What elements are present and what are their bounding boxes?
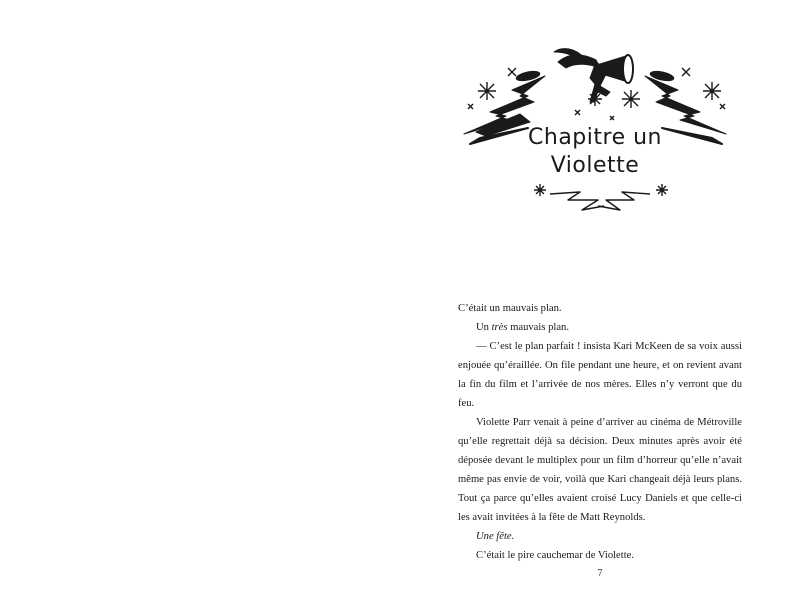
paragraph: Violette Parr venait à peine d’arriver au cinéma de Métroville qu’elle regrettait déjà sa décision. Deux minutes après avoir été déposée devant le multiplex pour un film d’horreur qu’elle n’avait même pas envie de voir, voilà que Kari changeait déjà leurs plans. Tout ça parce qu’elles avaient croisé Lucy Daniels et que celle-ci les avait invitées à la fête de Matt Reynolds. (458, 417, 742, 523)
bottom-lightning-icons (550, 192, 650, 210)
paragraph: Une fête. (476, 531, 515, 542)
chapter-name: Violette (550, 153, 640, 178)
chapter-label: Chapitre un (528, 125, 662, 150)
paragraph: C’était le pire cauchemar de Violette. (476, 550, 635, 561)
flying-figure-icon (554, 49, 633, 102)
paragraph: C’était un mauvais plan. (458, 303, 562, 314)
page-number: 7 (597, 568, 603, 579)
chapter-body-text (458, 299, 742, 565)
paragraph: Un très mauvais plan. (476, 322, 569, 333)
chapter-heading (470, 124, 720, 180)
paragraph: — C’est le plan parfait ! insista Kari McKeen de sa voix aussi enjouée qu’éraillée. On file pendant une heure, et on revient avant la fin du film et l’arrivée de nos mères. Elles n’y verront que du feu. (458, 341, 742, 409)
